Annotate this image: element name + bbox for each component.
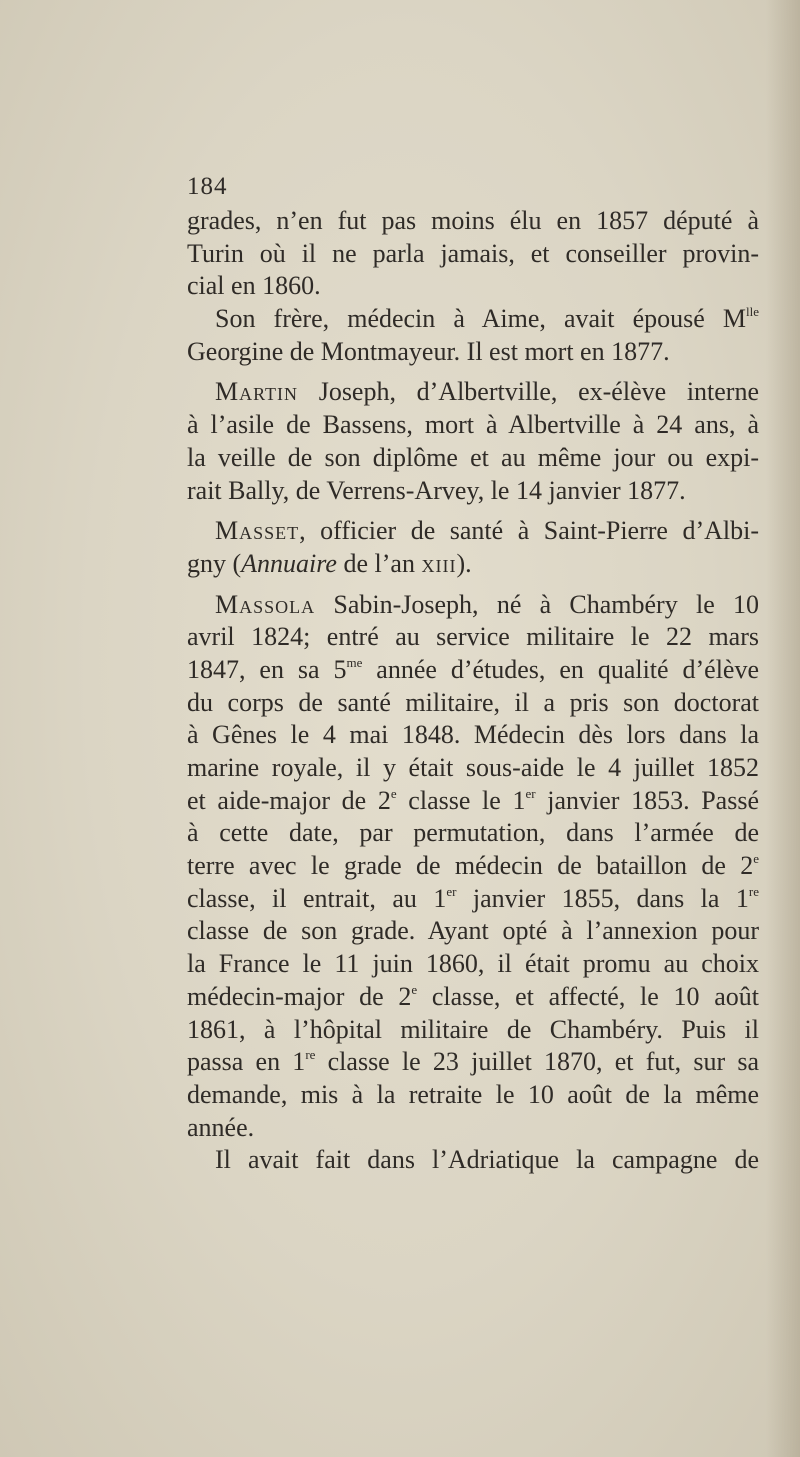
page-edge-shadow [766,0,800,1457]
paragraph-spacing [187,581,759,589]
text-line: du corps de santé militaire, il a pris son doctorat [187,687,759,717]
text-line: la France le 11 juin 1860, il était promu au choix [187,949,759,979]
text-line: et aide-major de 2e classe le 1er janvier 1853. Passé [187,785,759,815]
text-line: médecin-major de 2e classe, et affecté, le 10 août [187,981,759,1011]
text-line: cial en 1860. [187,271,321,301]
text-line: à cette date, par permutation, dans l’armée de [187,818,759,848]
text-line: passa en 1re classe le 23 juillet 1870, et fut, sur sa [187,1047,759,1077]
text-line: terre avec le grade de médecin de bataillon de 2e [187,851,759,881]
text-line: marine royale, il y était sous-aide le 4 juillet 1852 [187,753,759,782]
text-line: Georgine de Montmayeur. Il est mort en 1877. [187,336,670,366]
text-line: année. [187,1112,255,1142]
text-line: Il avait fait dans l’Adriatique la campagne de [215,1145,759,1175]
text-line: rait Bally, de Verrens-Arvey, le 14 janvier 1877. [187,475,686,505]
page-number: 184 [187,173,228,200]
text-line: Martin Joseph, d’Albertville, ex-élève interne [215,377,759,407]
text-line: classe, il entrait, au 1er janvier 1855, dans la 1re [187,883,759,913]
text-line: Son frère, médecin à Aime, avait épousé $M^{lle}$ [215,304,759,334]
text-line: avril 1824; entré au service militaire le 22 mars [187,622,759,652]
text-line: classe de son grade. Ayant opté à l’annexion pour [187,916,759,946]
text-line: demande, mis à la retraite le 10 août de la même [187,1079,759,1109]
text-line: 1861, à l’hôpital militaire de Chambéry. Puis il [187,1014,759,1044]
text-line: grades, n’en fut pas moins élu en 1857 député à [187,206,759,235]
paragraph-spacing [187,368,759,376]
body-text [187,205,759,1177]
paragraph-spacing [187,507,759,515]
entry-name: Masset [215,516,300,546]
text-line: Massola Sabin-Joseph, né à Chambéry le 10 [215,589,759,619]
text-line: à l’asile de Bassens, mort à Albertville à 24 ans, à [187,410,759,440]
text-line: Masset, officier de santé à Saint-Pierre d’Albi- [215,516,759,546]
text-line: 1847, en sa $5^{me}$ année d’études, en qualité d’élève [187,654,759,684]
entry-name: Martin [215,377,299,407]
text-line: la veille de son diplôme et au même jour ou expi- [187,442,759,472]
text-line: Turin où il ne parla jamais, et conseiller provin- [187,238,759,268]
entry-name: Massola [215,589,316,619]
text-line: à Gênes le 4 mai 1848. Médecin dès lors dans la [187,720,759,750]
text-line: gny (Annuaire de l’an xiii). [187,548,472,578]
